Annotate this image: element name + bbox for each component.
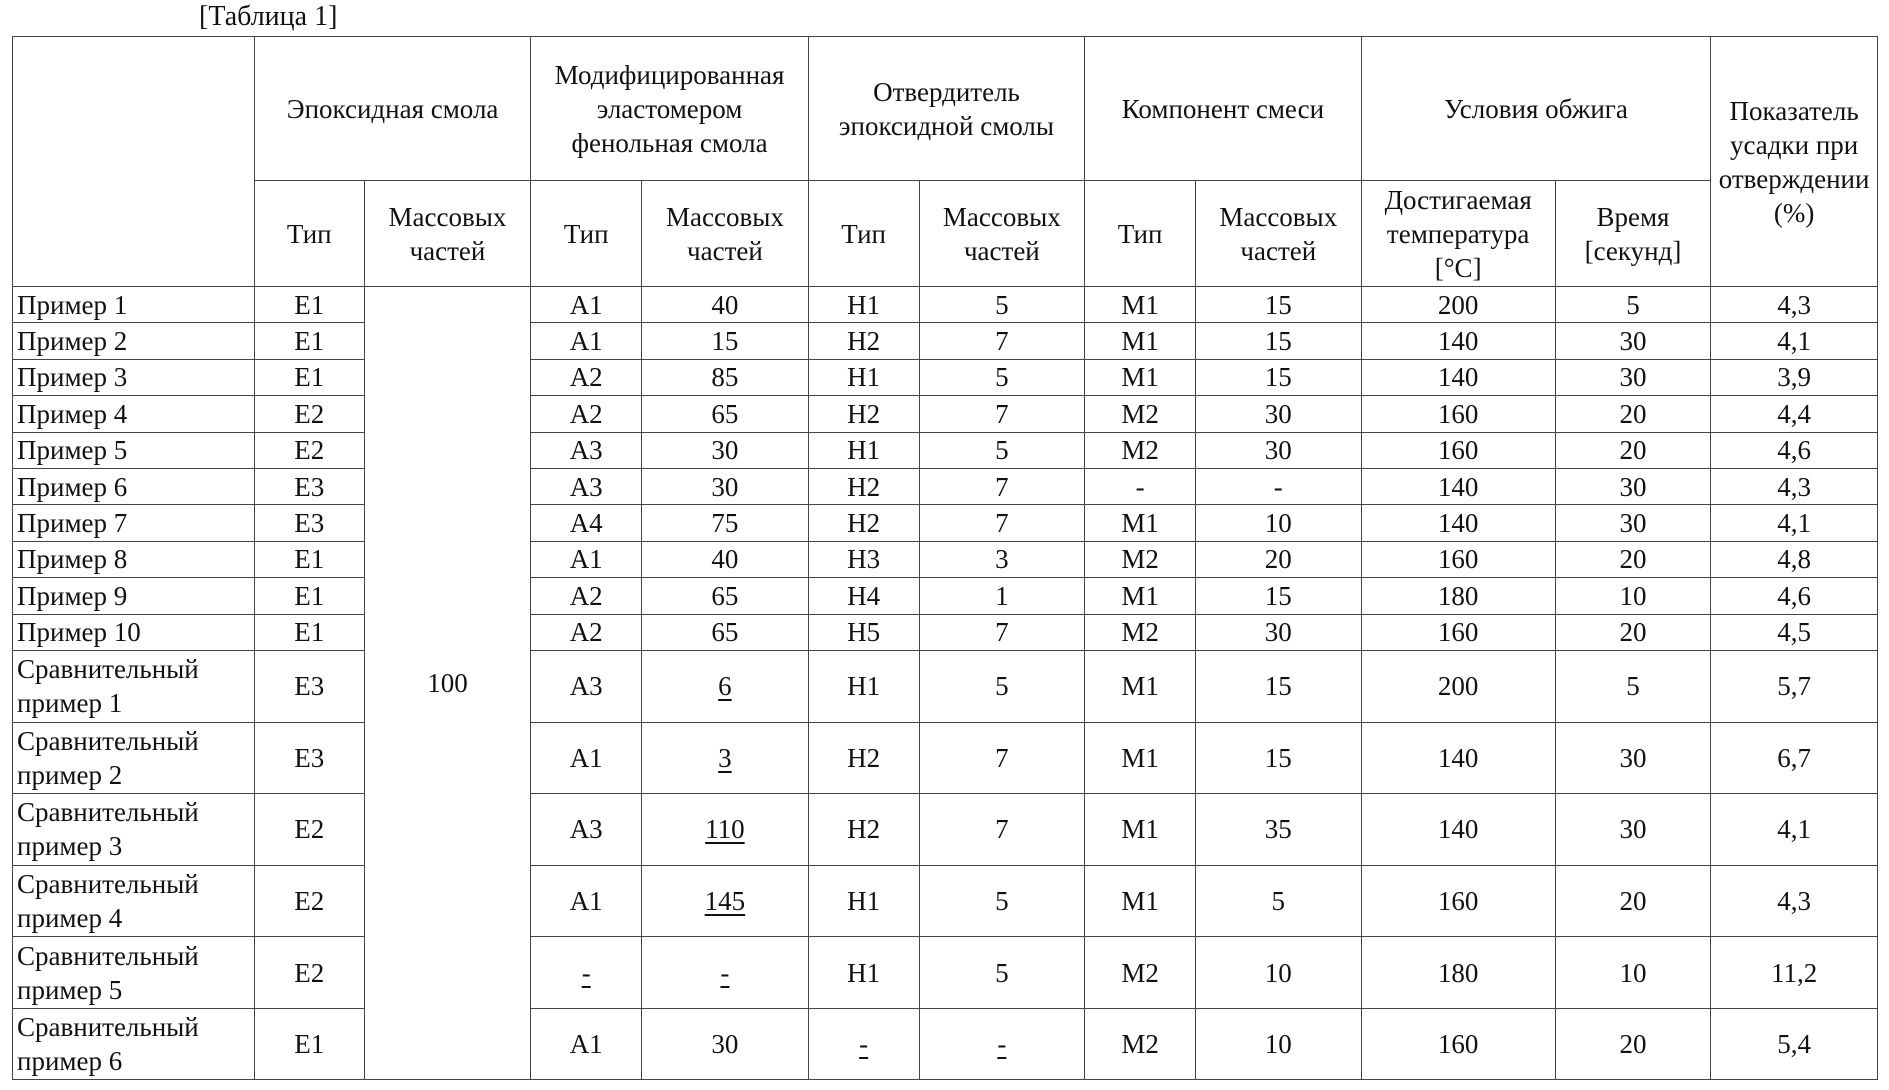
header-shrinkage: Показатель усадки при отверждении (%) (1711, 37, 1878, 287)
row-label: Пример 2 (13, 323, 255, 359)
underlined-value: 3 (718, 743, 732, 773)
mix-parts-cell: 35 (1195, 794, 1361, 866)
underlined-value: - (720, 958, 729, 988)
mix-type-cell: M1 (1085, 505, 1196, 541)
hardener-type-cell: H2 (808, 323, 919, 359)
hardener-type-cell: H1 (808, 865, 919, 937)
phenolic-parts-cell: 30 (642, 468, 809, 504)
hardener-type-cell: H2 (808, 468, 919, 504)
time-cell: 20 (1555, 432, 1710, 468)
hardener-parts-cell: 5 (919, 650, 1085, 722)
time-cell: 10 (1555, 937, 1710, 1009)
table-row (13, 650, 1878, 722)
table-row (13, 578, 1878, 614)
phenolic-type-cell (531, 937, 642, 1009)
mix-parts-cell: 20 (1195, 541, 1361, 577)
shrinkage-cell: 4,1 (1711, 323, 1878, 359)
hardener-type-cell: H1 (808, 287, 919, 323)
shrinkage-cell: 4,6 (1711, 578, 1878, 614)
header-firing: Условия обжига (1361, 37, 1711, 181)
phenolic-parts-cell: 85 (642, 359, 809, 395)
table-row (13, 541, 1878, 577)
hardener-parts-cell: 5 (919, 432, 1085, 468)
phenolic-type-cell: A2 (531, 359, 642, 395)
time-cell: 20 (1555, 396, 1710, 432)
phenolic-parts-cell: 65 (642, 614, 809, 650)
header-hardener: Отвердитель эпоксидной смолы (808, 37, 1084, 181)
underlined-value: 6 (718, 671, 732, 701)
header-time: Время [секунд] (1555, 181, 1710, 287)
shrinkage-cell: 4,4 (1711, 396, 1878, 432)
mix-type-cell: M2 (1085, 1008, 1196, 1080)
epoxy-type-cell: E1 (254, 614, 364, 650)
time-cell: 20 (1555, 1008, 1710, 1080)
epoxy-type-cell: E3 (254, 468, 364, 504)
row-label: Сравнительный пример 3 (13, 794, 255, 866)
epoxy-type-cell: E2 (254, 396, 364, 432)
phenolic-type-cell: A3 (531, 794, 642, 866)
hardener-type-cell: H3 (808, 541, 919, 577)
underlined-value: - (859, 1029, 868, 1059)
temperature-cell: 180 (1361, 578, 1555, 614)
temperature-cell: 140 (1361, 505, 1555, 541)
table-row (13, 396, 1878, 432)
mix-type-cell: M1 (1085, 794, 1196, 866)
time-cell: 30 (1555, 505, 1710, 541)
row-label: Пример 6 (13, 468, 255, 504)
header-phenolic: Модифицированная эластомером фенольная смола (531, 37, 808, 181)
hardener-parts-cell: 7 (919, 323, 1085, 359)
header-type: Тип (531, 181, 642, 287)
shrinkage-cell: 5,4 (1711, 1008, 1878, 1080)
mix-parts-cell: 5 (1195, 865, 1361, 937)
row-label: Пример 9 (13, 578, 255, 614)
mix-type-cell: M2 (1085, 937, 1196, 1009)
hardener-parts-cell: 7 (919, 722, 1085, 794)
phenolic-type-cell: A1 (531, 1008, 642, 1080)
row-label: Пример 8 (13, 541, 255, 577)
header-type: Тип (254, 181, 364, 287)
table-row (13, 865, 1878, 937)
shrinkage-cell: 6,7 (1711, 722, 1878, 794)
table-row (13, 468, 1878, 504)
temperature-cell: 140 (1361, 722, 1555, 794)
temperature-cell: 200 (1361, 287, 1555, 323)
epoxy-parts-merged-cell: 100 (364, 287, 531, 1080)
epoxy-type-cell: E1 (254, 359, 364, 395)
mix-type-cell: M2 (1085, 614, 1196, 650)
hardener-type-cell: H2 (808, 794, 919, 866)
hardener-type-cell: H5 (808, 614, 919, 650)
hardener-parts-cell: 1 (919, 578, 1085, 614)
row-label: Пример 3 (13, 359, 255, 395)
hardener-parts-cell: 5 (919, 865, 1085, 937)
hardener-parts-cell: 7 (919, 468, 1085, 504)
hardener-parts-cell: 3 (919, 541, 1085, 577)
table-caption: [Таблица 1] (199, 0, 337, 34)
mix-type-cell: M1 (1085, 865, 1196, 937)
phenolic-parts-cell: 30 (642, 432, 809, 468)
phenolic-type-cell: A2 (531, 396, 642, 432)
phenolic-parts-cell: 30 (642, 1008, 809, 1080)
mix-parts-cell: 30 (1195, 432, 1361, 468)
hardener-type-cell: H2 (808, 396, 919, 432)
row-label: Пример 10 (13, 614, 255, 650)
mix-parts-cell: 30 (1195, 396, 1361, 432)
phenolic-type-cell: A1 (531, 722, 642, 794)
hardener-type-cell: H1 (808, 937, 919, 1009)
hardener-parts-cell: 7 (919, 614, 1085, 650)
temperature-cell: 160 (1361, 614, 1555, 650)
temperature-cell: 140 (1361, 468, 1555, 504)
time-cell: 5 (1555, 650, 1710, 722)
epoxy-type-cell: E3 (254, 650, 364, 722)
table-row (13, 432, 1878, 468)
row-label: Сравнительный пример 6 (13, 1008, 255, 1080)
phenolic-type-cell: A3 (531, 468, 642, 504)
mix-type-cell: M1 (1085, 650, 1196, 722)
row-label: Сравнительный пример 5 (13, 937, 255, 1009)
time-cell: 20 (1555, 865, 1710, 937)
header-epoxy: Эпоксидная смола (254, 37, 530, 181)
mix-parts-cell: 10 (1195, 1008, 1361, 1080)
epoxy-type-cell: E2 (254, 937, 364, 1009)
time-cell: 20 (1555, 541, 1710, 577)
phenolic-type-cell: A3 (531, 650, 642, 722)
row-label: Пример 4 (13, 396, 255, 432)
underlined-value: 110 (705, 814, 745, 844)
phenolic-parts-cell: 40 (642, 287, 809, 323)
phenolic-parts-cell: 65 (642, 396, 809, 432)
temperature-cell: 160 (1361, 865, 1555, 937)
row-label: Пример 5 (13, 432, 255, 468)
hardener-parts-cell: 5 (919, 359, 1085, 395)
shrinkage-cell: 4,6 (1711, 432, 1878, 468)
time-cell: 30 (1555, 323, 1710, 359)
temperature-cell: 180 (1361, 937, 1555, 1009)
epoxy-type-cell: E1 (254, 541, 364, 577)
mix-parts-cell: 15 (1195, 323, 1361, 359)
table-row (13, 505, 1878, 541)
phenolic-parts-cell: 75 (642, 505, 809, 541)
corner-cell (13, 37, 255, 287)
table-row (13, 287, 1878, 323)
epoxy-type-cell: E2 (254, 794, 364, 866)
hardener-type-cell: H2 (808, 505, 919, 541)
mix-parts-cell: 15 (1195, 578, 1361, 614)
row-label: Пример 7 (13, 505, 255, 541)
mix-type-cell: M1 (1085, 323, 1196, 359)
phenolic-parts-cell (642, 650, 809, 722)
phenolic-type-cell: A1 (531, 287, 642, 323)
phenolic-type-cell: A1 (531, 541, 642, 577)
hardener-type-cell: H2 (808, 722, 919, 794)
epoxy-type-cell: E2 (254, 432, 364, 468)
hardener-parts-cell: 7 (919, 505, 1085, 541)
shrinkage-cell: 4,5 (1711, 614, 1878, 650)
phenolic-parts-cell (642, 937, 809, 1009)
table-row (13, 614, 1878, 650)
hardener-type-cell: H1 (808, 432, 919, 468)
mix-parts-cell: - (1195, 468, 1361, 504)
mix-parts-cell: 15 (1195, 287, 1361, 323)
temperature-cell: 160 (1361, 432, 1555, 468)
mix-parts-cell: 30 (1195, 614, 1361, 650)
time-cell: 30 (1555, 794, 1710, 866)
mix-type-cell: M1 (1085, 359, 1196, 395)
shrinkage-cell: 5,7 (1711, 650, 1878, 722)
phenolic-type-cell: A1 (531, 865, 642, 937)
temperature-cell: 160 (1361, 541, 1555, 577)
table-row (13, 794, 1878, 866)
hardener-type-cell: H1 (808, 359, 919, 395)
time-cell: 30 (1555, 468, 1710, 504)
header-parts: Массовых частей (1195, 181, 1361, 287)
hardener-parts-cell (919, 1008, 1085, 1080)
header-parts: Массовых частей (919, 181, 1085, 287)
mix-parts-cell: 10 (1195, 937, 1361, 1009)
phenolic-type-cell: A2 (531, 578, 642, 614)
epoxy-type-cell: E2 (254, 865, 364, 937)
mix-type-cell: M1 (1085, 578, 1196, 614)
shrinkage-cell: 4,3 (1711, 865, 1878, 937)
row-label: Пример 1 (13, 287, 255, 323)
phenolic-type-cell: A1 (531, 323, 642, 359)
table-row (13, 323, 1878, 359)
mix-parts-cell: 15 (1195, 359, 1361, 395)
hardener-parts-cell: 7 (919, 396, 1085, 432)
shrinkage-cell: 3,9 (1711, 359, 1878, 395)
phenolic-type-cell: A4 (531, 505, 642, 541)
table-row (13, 937, 1878, 1009)
temperature-cell: 200 (1361, 650, 1555, 722)
underlined-value: - (997, 1029, 1006, 1059)
time-cell: 30 (1555, 359, 1710, 395)
temperature-cell: 140 (1361, 323, 1555, 359)
phenolic-parts-cell: 15 (642, 323, 809, 359)
epoxy-type-cell: E3 (254, 722, 364, 794)
phenolic-parts-cell (642, 794, 809, 866)
data-table (12, 36, 1878, 1080)
header-type: Тип (808, 181, 919, 287)
mix-type-cell: M2 (1085, 396, 1196, 432)
mix-type-cell: M2 (1085, 432, 1196, 468)
shrinkage-cell: 4,1 (1711, 794, 1878, 866)
shrinkage-cell: 4,3 (1711, 287, 1878, 323)
hardener-parts-cell: 7 (919, 794, 1085, 866)
temperature-cell: 140 (1361, 359, 1555, 395)
epoxy-type-cell: E1 (254, 323, 364, 359)
shrinkage-cell: 4,3 (1711, 468, 1878, 504)
epoxy-type-cell: E1 (254, 1008, 364, 1080)
phenolic-type-cell: A2 (531, 614, 642, 650)
row-label: Сравнительный пример 2 (13, 722, 255, 794)
underlined-value: 145 (705, 886, 746, 916)
epoxy-type-cell: E1 (254, 287, 364, 323)
mix-type-cell: M1 (1085, 722, 1196, 794)
phenolic-parts-cell: 65 (642, 578, 809, 614)
phenolic-parts-cell: 40 (642, 541, 809, 577)
header-parts: Массовых частей (364, 181, 531, 287)
epoxy-type-cell: E3 (254, 505, 364, 541)
time-cell: 10 (1555, 578, 1710, 614)
temperature-cell: 160 (1361, 396, 1555, 432)
time-cell: 20 (1555, 614, 1710, 650)
time-cell: 30 (1555, 722, 1710, 794)
mix-type-cell: M2 (1085, 541, 1196, 577)
shrinkage-cell: 4,8 (1711, 541, 1878, 577)
temperature-cell: 140 (1361, 794, 1555, 866)
mix-parts-cell: 15 (1195, 650, 1361, 722)
temperature-cell: 160 (1361, 1008, 1555, 1080)
phenolic-parts-cell (642, 722, 809, 794)
mix-parts-cell: 15 (1195, 722, 1361, 794)
table-row (13, 1008, 1878, 1080)
header-parts: Массовых частей (642, 181, 809, 287)
table-row (13, 722, 1878, 794)
header-temperature: Достигаемая температура [°C] (1361, 181, 1555, 287)
phenolic-type-cell: A3 (531, 432, 642, 468)
hardener-type-cell: H4 (808, 578, 919, 614)
row-label: Сравнительный пример 1 (13, 650, 255, 722)
row-label: Сравнительный пример 4 (13, 865, 255, 937)
underlined-value: - (582, 958, 591, 988)
header-type: Тип (1085, 181, 1196, 287)
epoxy-type-cell: E1 (254, 578, 364, 614)
hardener-parts-cell: 5 (919, 937, 1085, 1009)
time-cell: 5 (1555, 287, 1710, 323)
hardener-parts-cell: 5 (919, 287, 1085, 323)
mix-parts-cell: 10 (1195, 505, 1361, 541)
hardener-type-cell: H1 (808, 650, 919, 722)
table-row (13, 359, 1878, 395)
mix-type-cell: M1 (1085, 287, 1196, 323)
shrinkage-cell: 4,1 (1711, 505, 1878, 541)
hardener-type-cell (808, 1008, 919, 1080)
header-mix: Компонент смеси (1085, 37, 1361, 181)
phenolic-parts-cell (642, 865, 809, 937)
mix-type-cell: - (1085, 468, 1196, 504)
shrinkage-cell: 11,2 (1711, 937, 1878, 1009)
